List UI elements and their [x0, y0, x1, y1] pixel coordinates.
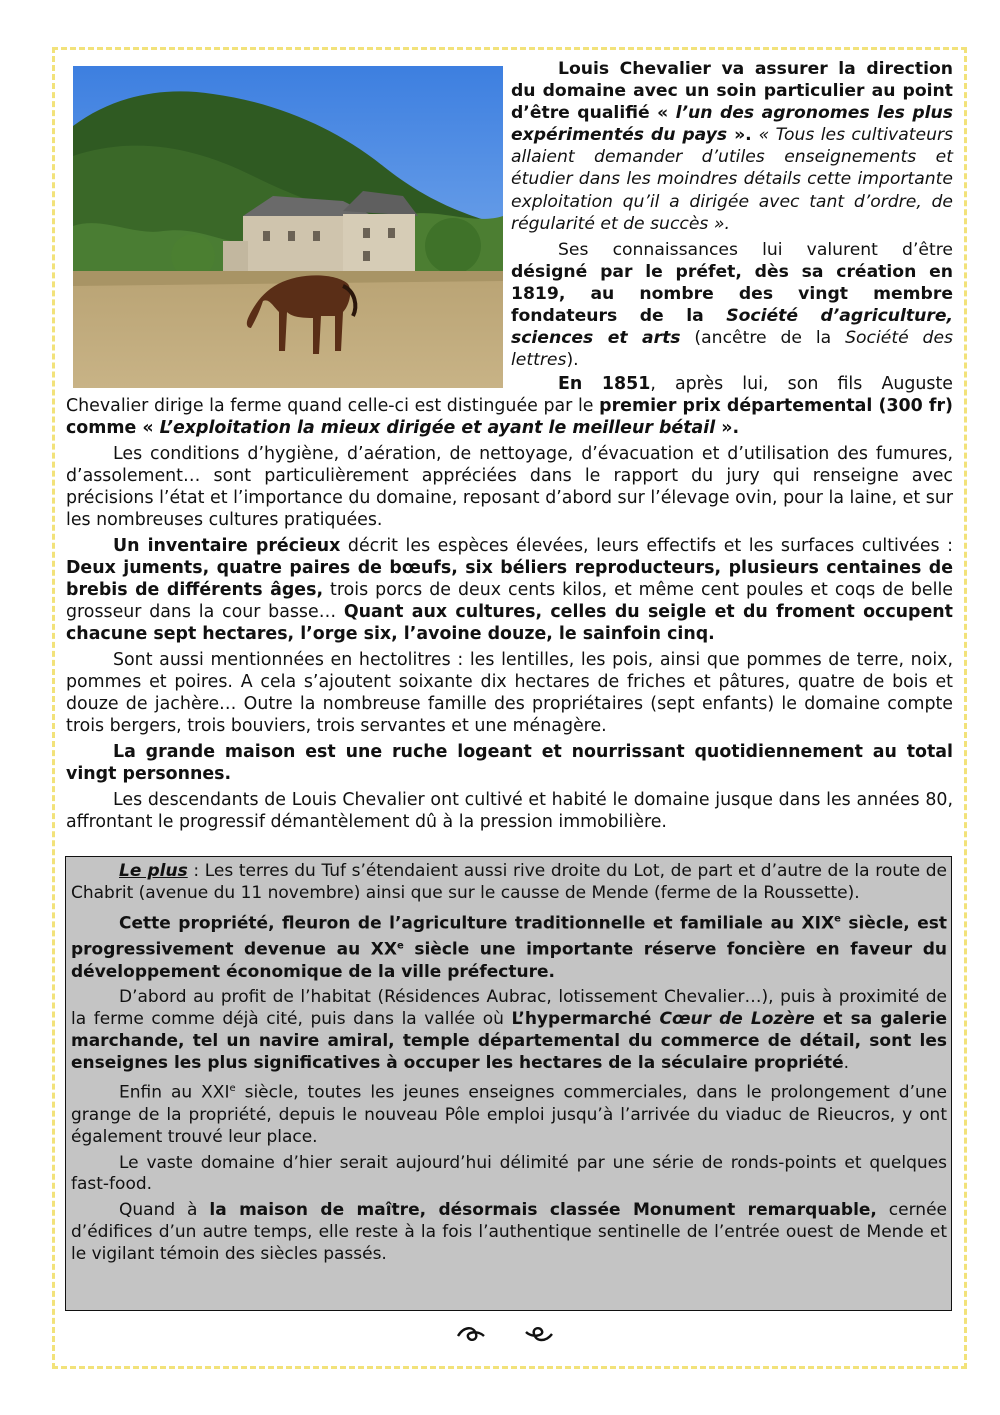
text-italic: Société des lettres: [511, 328, 953, 371]
text-bold-italic: l’un des agronomes les plus expérimentés du pays: [511, 103, 953, 146]
text-bold: ».: [715, 418, 740, 438]
text: D’abord au profit de l’habitat (Résidences Aubrac, lotissement Chevalier…), puis à proximité de la ferme comme déjà cité, puis dans la vallée où: [71, 987, 947, 1030]
superscript: e: [834, 913, 841, 925]
chateau-horse-photo: [73, 66, 503, 388]
text-bold: En 1851: [558, 374, 651, 394]
text-bold: la maison de maître, désormais classée Monument remarquable,: [209, 1200, 877, 1221]
paragraph-hygiene: Les conditions d’hygiène, d’aération, de nettoyage, d’évacuation et d’utilisation des fumures, d’assolement… sont particulièrement appréciées dans le rapport du jury qui renseigne avec précisions l’état et l’importance du domaine, reposant d’abord sur l’élevage ovin, pour la laine, et sur les nombreuses cultures pratiquées.: [66, 444, 953, 530]
text: Quand à: [119, 1200, 210, 1221]
text-bold: Deux juments, quatre paires de bœufs, six béliers reproducteurs, plusieurs centaines de brebis de différents âges,: [66, 558, 953, 600]
text-bold-italic: Cœur de Lozère: [659, 1009, 815, 1030]
text: Ses connaissances lui valurent d’être: [558, 239, 953, 260]
paragraph-prefet: [511, 239, 953, 372]
box-paragraph-5: Le vaste domaine d’hier serait aujourd’hui délimité par une série de ronds-points et quelques fast-food.: [71, 1152, 947, 1195]
text: (ancêtre de la: [680, 328, 846, 349]
text-bold: L’hypermarché: [511, 1009, 660, 1030]
main-text: [66, 373, 953, 833]
box-paragraph-6: [71, 1200, 947, 1265]
text-bold: siècle une importante réserve foncière en faveur du développement économique de la ville préfecture.: [71, 939, 947, 982]
text-bold: Un inventaire précieux: [113, 536, 341, 556]
fleuron-ornament-icon: [450, 1322, 560, 1346]
text: .: [843, 1052, 850, 1073]
text: décrit les espèces élevées, leurs effectifs et les surfaces cultivées :: [340, 536, 954, 556]
text-bold: La grande maison est une ruche logeant et nourrissant quotidiennement au total vingt personnes.: [66, 742, 953, 784]
text-italic: « Tous les cultivateurs allaient demander d’utiles enseignements et étudier dans les moindres détails cette importante exploitation qu’il a dirigée avec tant d’ordre, de régularité et de succès ».: [511, 125, 953, 234]
text-bold: désigné par le préfet, dès sa création en 1819, au nombre des vingt membre fondateurs de la: [511, 261, 953, 327]
text-bold: Quant aux cultures, celles du seigle et du froment occupent chacune sept hectares, l’orge six, l’avoine douze, le sainfoin cinq.: [66, 602, 953, 644]
text: trois porcs de deux cents kilos, et même cent poules et coqs de belle grosseur dans la cour basse…: [66, 580, 953, 622]
box-paragraph-4: [71, 1078, 947, 1148]
box-paragraph-3: [71, 987, 947, 1074]
text-bold: et sa galerie marchande, tel un navire amiral, temple départemental du commerce de détail, sont les enseignes les plus significatives à occuper les hectares de la séculaire propriété: [71, 1009, 947, 1073]
le-plus-box: [65, 856, 952, 1311]
text: cernée d’édifices d’un autre temps, elle reste à la fois l’authentique sentinelle de l’entrée ouest de Mende et le vigilant témoin des siècles passés.: [71, 1200, 947, 1264]
le-plus-label: Le plus: [119, 861, 188, 881]
paragraph-direction: [511, 58, 953, 235]
paragraph-hectolitres: Sont aussi mentionnées en hectolitres : les lentilles, les pois, ainsi que pommes de terre, noix, pommes et poires. A cela s’ajoutent soixante dix hectares de friches et pâtures, quatre de bois et douze de jachère… Outre la nombreuse famille des propriétaires (sept enfants) le domaine compte trois bergers, trois bouviers, trois servantes et une ménagère.: [66, 650, 953, 736]
top-right-column: [511, 58, 953, 371]
text: ).: [566, 350, 579, 371]
text-bold: siècle, est progressivement devenue au XX: [71, 913, 947, 960]
text: : Les terres du Tuf s’étendaient aussi rive droite du Lot, de part et d’autre de la route de Chabrit (avenue du 11 novembre) ainsi que sur le causse de Mende (ferme de la Roussette).: [71, 861, 947, 903]
text-bold-italic: Société d’agriculture, sciences et arts: [511, 306, 954, 349]
paragraph-inventaire: [66, 535, 953, 645]
text-bold: Louis Chevalier va assurer la direction du domaine avec un soin particulier au point d’être qualifié «: [511, 59, 953, 124]
box-paragraph-1: [71, 861, 947, 905]
text-bold: Cette propriété, fleuron de l’agriculture traditionnelle et familiale au XIX: [119, 913, 835, 934]
superscript: e: [229, 1083, 236, 1095]
photo-illustration: [73, 66, 503, 388]
superscript: e: [396, 940, 404, 952]
paragraph-1851: [66, 373, 953, 439]
box-paragraph-2: [71, 909, 947, 984]
text-bold-italic: L’exploitation la mieux dirigée et ayant le meilleur bétail: [159, 418, 716, 438]
text: Enfin au XXI: [119, 1083, 230, 1104]
text: siècle, toutes les jeunes enseignes commerciales, dans le prolongement d’une grange de la propriété, depuis le nouveau Pôle emploi jusqu’à l’arrivée du viaduc de Rieucros, y ont également trouvé leur place.: [71, 1083, 947, 1147]
paragraph-ruche: [66, 741, 953, 785]
text-bold: ».: [727, 125, 759, 146]
text: , après lui, son fils Auguste Chevalier dirige la ferme quand celle-ci est distinguée par le: [66, 374, 953, 416]
paragraph-descendants: Les descendants de Louis Chevalier ont cultivé et habité le domaine jusque dans les années 80, affrontant le progressif démantèlement dû à la pression immobilière.: [66, 790, 953, 832]
text-bold: premier prix départemental (300 fr) comme «: [66, 396, 953, 438]
